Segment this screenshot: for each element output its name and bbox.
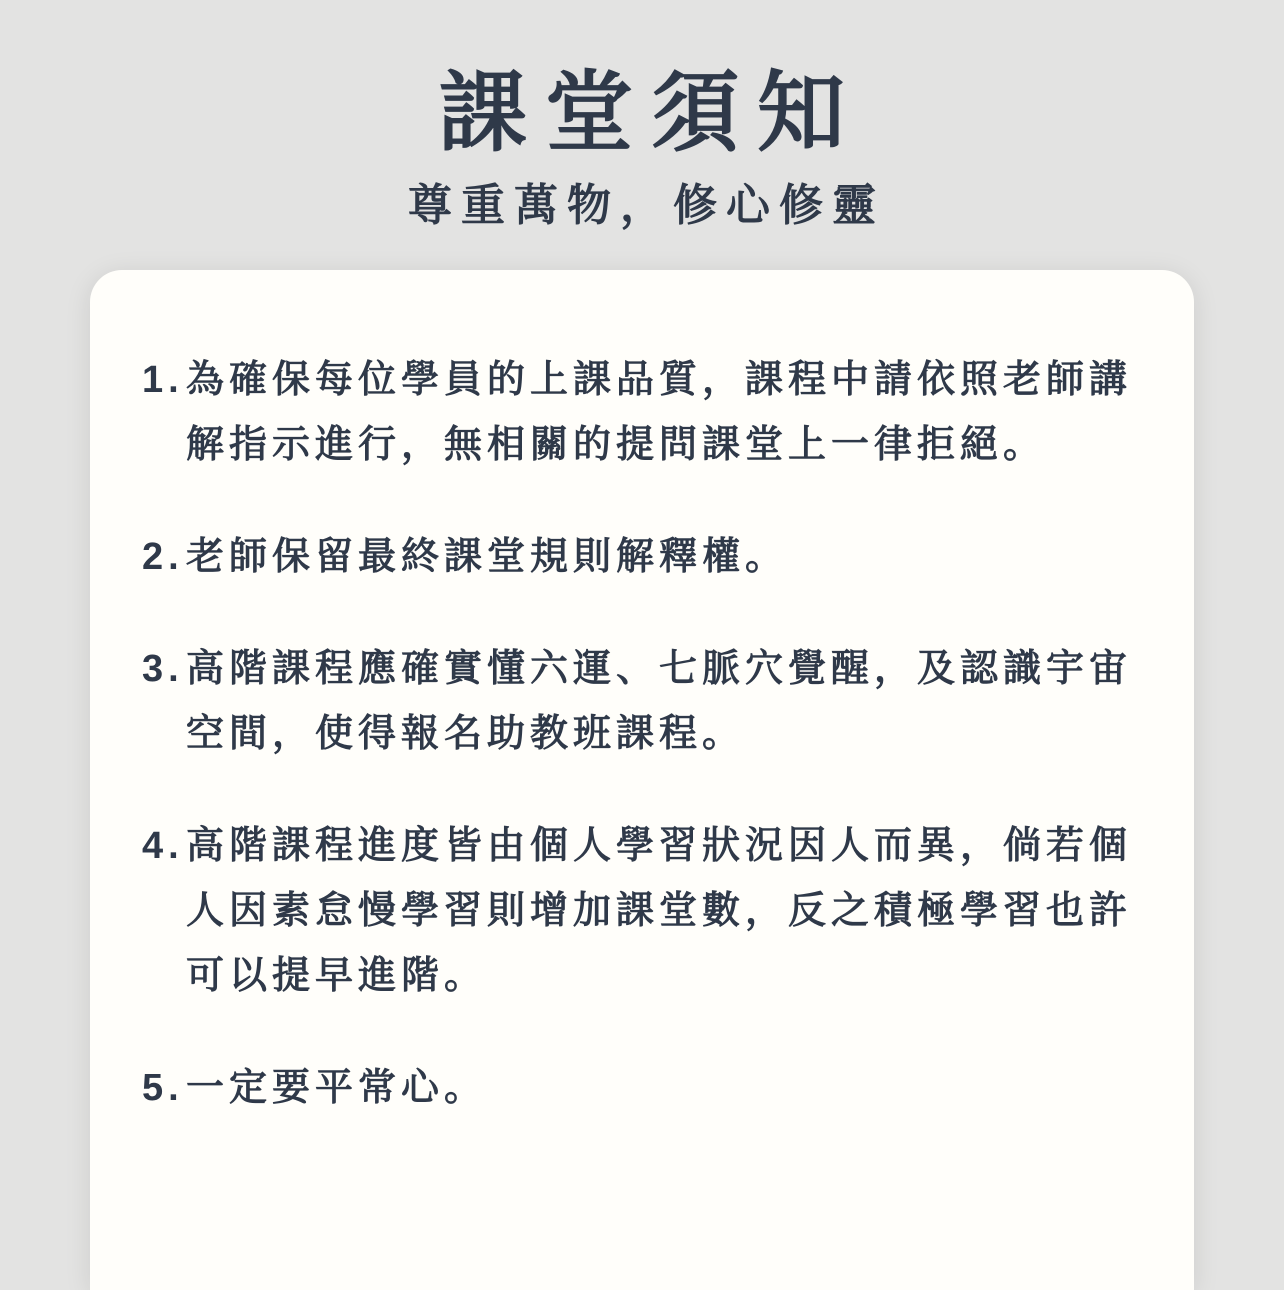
page-subtitle: 尊重萬物，修心修靈 (408, 180, 885, 230)
notice-card (90, 270, 1194, 1290)
rules-list (142, 348, 1146, 1121)
rule-text: 一定要平常心。 (186, 1067, 488, 1110)
rule-number: 4. (142, 825, 184, 868)
rule-item (142, 525, 1146, 590)
page-title: 課堂須知 (438, 63, 863, 162)
rule-number: 5. (142, 1067, 184, 1110)
rule-item (142, 637, 1146, 767)
rule-text: 高階課程進度皆由個人學習狀況因人而異，倘若個人因素怠慢學習則增加課堂數，反之積極學習也許可以提早進階。 (186, 825, 1133, 998)
rule-text: 高階課程應確實懂六運、七脈穴覺醒，及認識宇宙空間，使得報名助教班課程。 (186, 648, 1133, 756)
page-header (0, 0, 1284, 232)
rule-item (142, 1056, 1146, 1121)
rule-item (142, 814, 1146, 1009)
rule-number: 2. (142, 536, 184, 579)
rule-number: 3. (142, 648, 184, 691)
rule-text: 為確保每位學員的上課品質，課程中請依照老師講解指示進行，無相關的提問課堂上一律拒絕。 (186, 359, 1133, 467)
rule-item (142, 348, 1146, 478)
rule-text: 老師保留最終課堂規則解釋權。 (186, 536, 789, 579)
rule-number: 1. (142, 359, 184, 402)
